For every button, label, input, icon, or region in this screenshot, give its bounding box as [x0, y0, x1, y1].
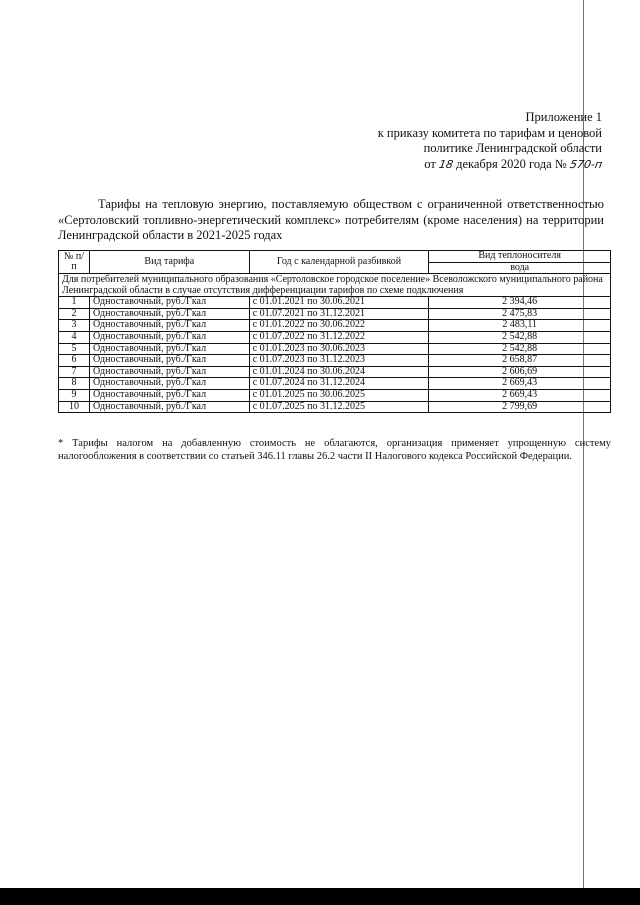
row-period: с 01.07.2022 по 31.12.2022	[249, 331, 429, 343]
row-period: с 01.07.2023 по 31.12.2023	[249, 355, 429, 367]
row-num: 1	[59, 297, 90, 309]
appendix-header	[302, 110, 602, 172]
row-num: 8	[59, 378, 90, 390]
row-value: 2 799,69	[429, 401, 611, 413]
row-value: 2 542,88	[429, 343, 611, 355]
row-type: Одноставочный, руб./Гкал	[89, 355, 249, 367]
row-value: 2 658,87	[429, 355, 611, 367]
row-type: Одноставочный, руб./Гкал	[89, 331, 249, 343]
table-row	[59, 366, 611, 378]
table-row	[59, 308, 611, 320]
date-day-handwritten: 18	[437, 157, 455, 171]
row-num: 5	[59, 343, 90, 355]
row-num: 9	[59, 389, 90, 401]
row-num: 10	[59, 401, 90, 413]
order-number-handwritten: 570-п	[568, 157, 604, 171]
row-period: с 01.07.2025 по 31.12.2025	[249, 401, 429, 413]
group-row: Для потребителей муниципального образования «Сертоловское городское поселение» Всеволожского муниципального района Ленинградской области в случае отсутствия дифференциации тарифов по схеме подключения	[59, 274, 611, 297]
row-num: 2	[59, 308, 90, 320]
date-rest: декабря 2020 года №	[456, 156, 567, 171]
appendix-committee: политике Ленинградской области	[423, 141, 602, 155]
table-row	[59, 378, 611, 390]
appendix-title: Приложение 1	[525, 110, 602, 124]
row-period: с 01.01.2022 по 30.06.2022	[249, 320, 429, 332]
row-value: 2 394,46	[429, 297, 611, 309]
tariff-table	[58, 250, 611, 413]
row-type: Одноставочный, руб./Гкал	[89, 297, 249, 309]
table-row	[59, 297, 611, 309]
row-num: 4	[59, 331, 90, 343]
row-type: Одноставочный, руб./Гкал	[89, 401, 249, 413]
table-row	[59, 389, 611, 401]
date-prefix: от	[424, 156, 436, 171]
row-period: с 01.07.2024 по 31.12.2024	[249, 378, 429, 390]
row-type: Одноставочный, руб./Гкал	[89, 378, 249, 390]
row-type: Одноставочный, руб./Гкал	[89, 366, 249, 378]
table-row	[59, 331, 611, 343]
row-period: с 01.01.2023 по 30.06.2023	[249, 343, 429, 355]
row-type: Одноставочный, руб./Гкал	[89, 320, 249, 332]
appendix-date-line	[302, 157, 602, 173]
table-row	[59, 343, 611, 355]
row-value: 2 669,43	[429, 378, 611, 390]
row-period: с 01.01.2025 по 30.06.2025	[249, 389, 429, 401]
header-water: вода	[429, 262, 611, 274]
row-type: Одноставочный, руб./Гкал	[89, 308, 249, 320]
table-row	[59, 355, 611, 367]
row-period: с 01.07.2021 по 31.12.2021	[249, 308, 429, 320]
appendix-order-ref: к приказу комитета по тарифам и ценовой	[377, 125, 602, 140]
row-num: 6	[59, 355, 90, 367]
row-value: 2 475,83	[429, 308, 611, 320]
row-type: Одноставочный, руб./Гкал	[89, 343, 249, 355]
footnote: * Тарифы налогом на добавленную стоимость не облагаются, организация применяет упрощенную систему налогообложения в соответствии со статьей 346.11 главы 26.2 части II Налогового кодекса Российской Федерации.	[58, 438, 611, 462]
row-value: 2 606,69	[429, 366, 611, 378]
table-row	[59, 320, 611, 332]
row-value: 2 483,11	[429, 320, 611, 332]
row-type: Одноставочный, руб./Гкал	[89, 389, 249, 401]
row-num: 3	[59, 320, 90, 332]
header-tariff-type: Вид тарифа	[89, 251, 249, 274]
row-period: с 01.01.2024 по 30.06.2024	[249, 366, 429, 378]
header-period: Год с календарной разбивкой	[249, 251, 429, 274]
row-value: 2 542,88	[429, 331, 611, 343]
row-num: 7	[59, 366, 90, 378]
intro-paragraph: Тарифы на тепловую энергию, поставляемую обществом с ограниченной ответственностью «Сертоловский топливно-энергетический комплекс» потребителям (кроме населения) на территории Ленинградской области в 2021-2025 годах	[58, 197, 604, 242]
header-num: № п/п	[59, 251, 90, 274]
row-period: с 01.01.2021 по 30.06.2021	[249, 297, 429, 309]
header-carrier: Вид теплоносителя	[429, 251, 611, 263]
table-row	[59, 401, 611, 413]
scan-bottom-edge	[0, 888, 640, 905]
row-value: 2 669,43	[429, 389, 611, 401]
